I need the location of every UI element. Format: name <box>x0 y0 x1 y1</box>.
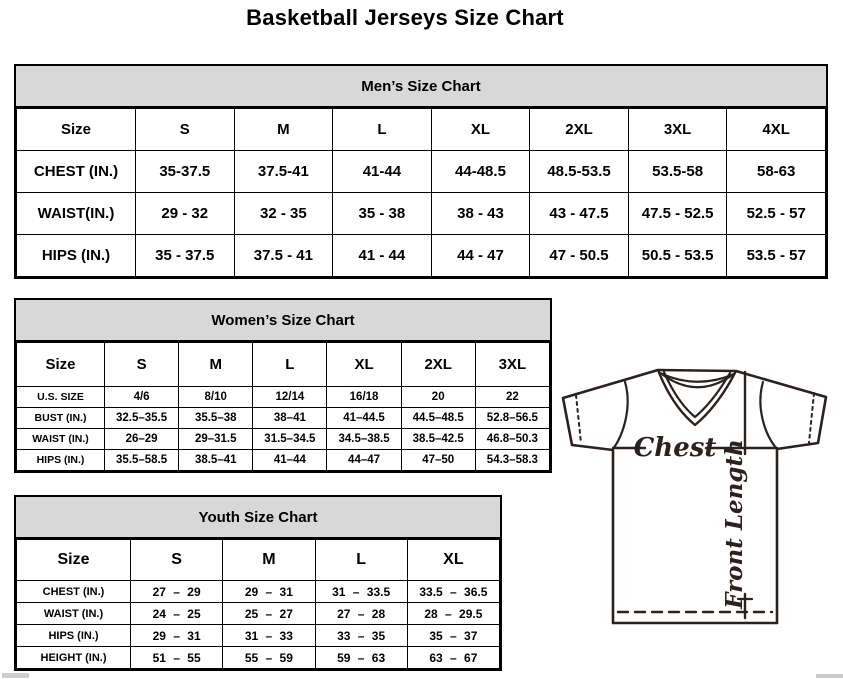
table-cell: 35.5–58.5 <box>105 450 179 471</box>
table-row <box>17 387 550 408</box>
table-cell: 29 – 31 <box>131 625 223 647</box>
page-title: Basketball Jerseys Size Chart <box>246 5 564 30</box>
table-cell: 12/14 <box>253 387 327 408</box>
column-header: S <box>131 540 223 581</box>
bottom-right-scrollbar-artifact <box>816 674 843 678</box>
table-cell: 48.5-53.5 <box>530 151 629 193</box>
table-row <box>17 603 500 625</box>
table-cell: 54.3–58.3 <box>475 450 549 471</box>
table-cell: 41-44 <box>333 151 432 193</box>
table-cell: 32 - 35 <box>234 193 333 235</box>
table-cell: 37.5 - 41 <box>234 235 333 277</box>
table-cell: 31 – 33.5 <box>315 581 407 603</box>
table-cell: 31 – 33 <box>223 625 315 647</box>
left-cuff-stitch-dashed <box>576 395 581 443</box>
table-cell: 44–47 <box>327 450 401 471</box>
youth-chart-title: Youth Size Chart <box>16 497 500 539</box>
column-header: 2XL <box>401 343 475 387</box>
left-armhole-seam <box>613 382 628 449</box>
table-cell: 41–44.5 <box>327 408 401 429</box>
table-cell: 32.5–35.5 <box>105 408 179 429</box>
front-length-label: Front Length <box>721 439 748 609</box>
table-cell: 43 - 47.5 <box>530 193 629 235</box>
jersey-outline-drawing <box>552 356 837 628</box>
row-label: BUST (IN.) <box>17 408 105 429</box>
column-header: M <box>223 540 315 581</box>
table-cell: 46.8–50.3 <box>475 429 549 450</box>
column-header: 3XL <box>628 109 727 151</box>
row-label: HIPS (IN.) <box>17 625 131 647</box>
womens-header-row <box>17 343 550 387</box>
column-header: M <box>179 343 253 387</box>
size-column-header: Size <box>17 343 105 387</box>
row-label: HIPS (IN.) <box>17 450 105 471</box>
table-row <box>17 625 500 647</box>
size-column-header: Size <box>17 109 136 151</box>
column-header: 2XL <box>530 109 629 151</box>
row-label: WAIST(IN.) <box>17 193 136 235</box>
table-row <box>17 647 500 669</box>
table-row <box>17 581 500 603</box>
table-cell: 58-63 <box>727 151 826 193</box>
mens-header-row <box>17 109 826 151</box>
womens-size-chart <box>14 298 552 473</box>
row-label: U.S. SIZE <box>17 387 105 408</box>
table-cell: 51 – 55 <box>131 647 223 669</box>
column-header: 3XL <box>475 343 549 387</box>
youth-header-row <box>17 540 500 581</box>
youth-size-chart <box>14 495 502 671</box>
table-cell: 35 – 37 <box>407 625 499 647</box>
table-cell: 38.5–42.5 <box>401 429 475 450</box>
row-label: CHEST (IN.) <box>17 581 131 603</box>
row-label: WAIST (IN.) <box>17 603 131 625</box>
table-cell: 53.5-58 <box>628 151 727 193</box>
jersey-diagram <box>552 356 837 628</box>
table-cell: 47 - 50.5 <box>530 235 629 277</box>
table-cell: 38–41 <box>253 408 327 429</box>
mens-chart-title: Men’s Size Chart <box>16 66 826 108</box>
table-cell: 29–31.5 <box>179 429 253 450</box>
right-cuff-stitch-dashed <box>809 393 814 443</box>
table-cell: 29 – 31 <box>223 581 315 603</box>
table-cell: 47–50 <box>401 450 475 471</box>
size-column-header: Size <box>17 540 131 581</box>
table-cell: 63 – 67 <box>407 647 499 669</box>
table-cell: 34.5–38.5 <box>327 429 401 450</box>
table-cell: 33.5 – 36.5 <box>407 581 499 603</box>
table-row <box>17 450 550 471</box>
mens-size-chart <box>14 64 828 279</box>
womens-size-table <box>16 342 550 471</box>
column-header: XL <box>431 109 530 151</box>
row-label: WAIST (IN.) <box>17 429 105 450</box>
table-cell: 35.5–38 <box>179 408 253 429</box>
column-header: M <box>234 109 333 151</box>
chest-label: Chest <box>633 433 717 463</box>
column-header: L <box>253 343 327 387</box>
table-cell: 27 – 28 <box>315 603 407 625</box>
table-cell: 35-37.5 <box>136 151 235 193</box>
table-cell: 22 <box>475 387 549 408</box>
table-cell: 28 – 29.5 <box>407 603 499 625</box>
table-row <box>17 408 550 429</box>
right-armhole-seam <box>760 382 777 449</box>
table-cell: 55 – 59 <box>223 647 315 669</box>
table-cell: 44 - 47 <box>431 235 530 277</box>
table-cell: 53.5 - 57 <box>727 235 826 277</box>
table-cell: 26–29 <box>105 429 179 450</box>
table-cell: 44-48.5 <box>431 151 530 193</box>
column-header: S <box>105 343 179 387</box>
table-row <box>17 429 550 450</box>
table-cell: 27 – 29 <box>131 581 223 603</box>
table-cell: 4/6 <box>105 387 179 408</box>
table-cell: 31.5–34.5 <box>253 429 327 450</box>
table-cell: 52.5 - 57 <box>727 193 826 235</box>
table-cell: 38 - 43 <box>431 193 530 235</box>
row-label: CHEST (IN.) <box>17 151 136 193</box>
youth-size-table <box>16 539 500 669</box>
column-header: 4XL <box>727 109 826 151</box>
table-cell: 50.5 - 53.5 <box>628 235 727 277</box>
table-cell: 59 – 63 <box>315 647 407 669</box>
table-row <box>17 235 826 277</box>
column-header: L <box>315 540 407 581</box>
table-row <box>17 151 826 193</box>
table-cell: 24 – 25 <box>131 603 223 625</box>
row-label: HEIGHT (IN.) <box>17 647 131 669</box>
table-cell: 38.5–41 <box>179 450 253 471</box>
table-cell: 8/10 <box>179 387 253 408</box>
table-cell: 52.8–56.5 <box>475 408 549 429</box>
column-header: S <box>136 109 235 151</box>
table-row <box>17 193 826 235</box>
table-cell: 33 – 35 <box>315 625 407 647</box>
table-cell: 47.5 - 52.5 <box>628 193 727 235</box>
column-header: L <box>333 109 432 151</box>
jersey-silhouette <box>563 370 826 623</box>
womens-chart-title: Women’s Size Chart <box>16 300 550 342</box>
table-cell: 20 <box>401 387 475 408</box>
bottom-left-scrollbar-artifact <box>2 673 29 678</box>
table-cell: 37.5-41 <box>234 151 333 193</box>
table-cell: 16/18 <box>327 387 401 408</box>
column-header: XL <box>327 343 401 387</box>
mens-size-table <box>16 108 826 277</box>
table-cell: 35 - 37.5 <box>136 235 235 277</box>
table-cell: 41 - 44 <box>333 235 432 277</box>
row-label: HIPS (IN.) <box>17 235 136 277</box>
table-cell: 41–44 <box>253 450 327 471</box>
table-cell: 29 - 32 <box>136 193 235 235</box>
table-cell: 35 - 38 <box>333 193 432 235</box>
table-cell: 25 – 27 <box>223 603 315 625</box>
column-header: XL <box>407 540 499 581</box>
table-cell: 44.5–48.5 <box>401 408 475 429</box>
